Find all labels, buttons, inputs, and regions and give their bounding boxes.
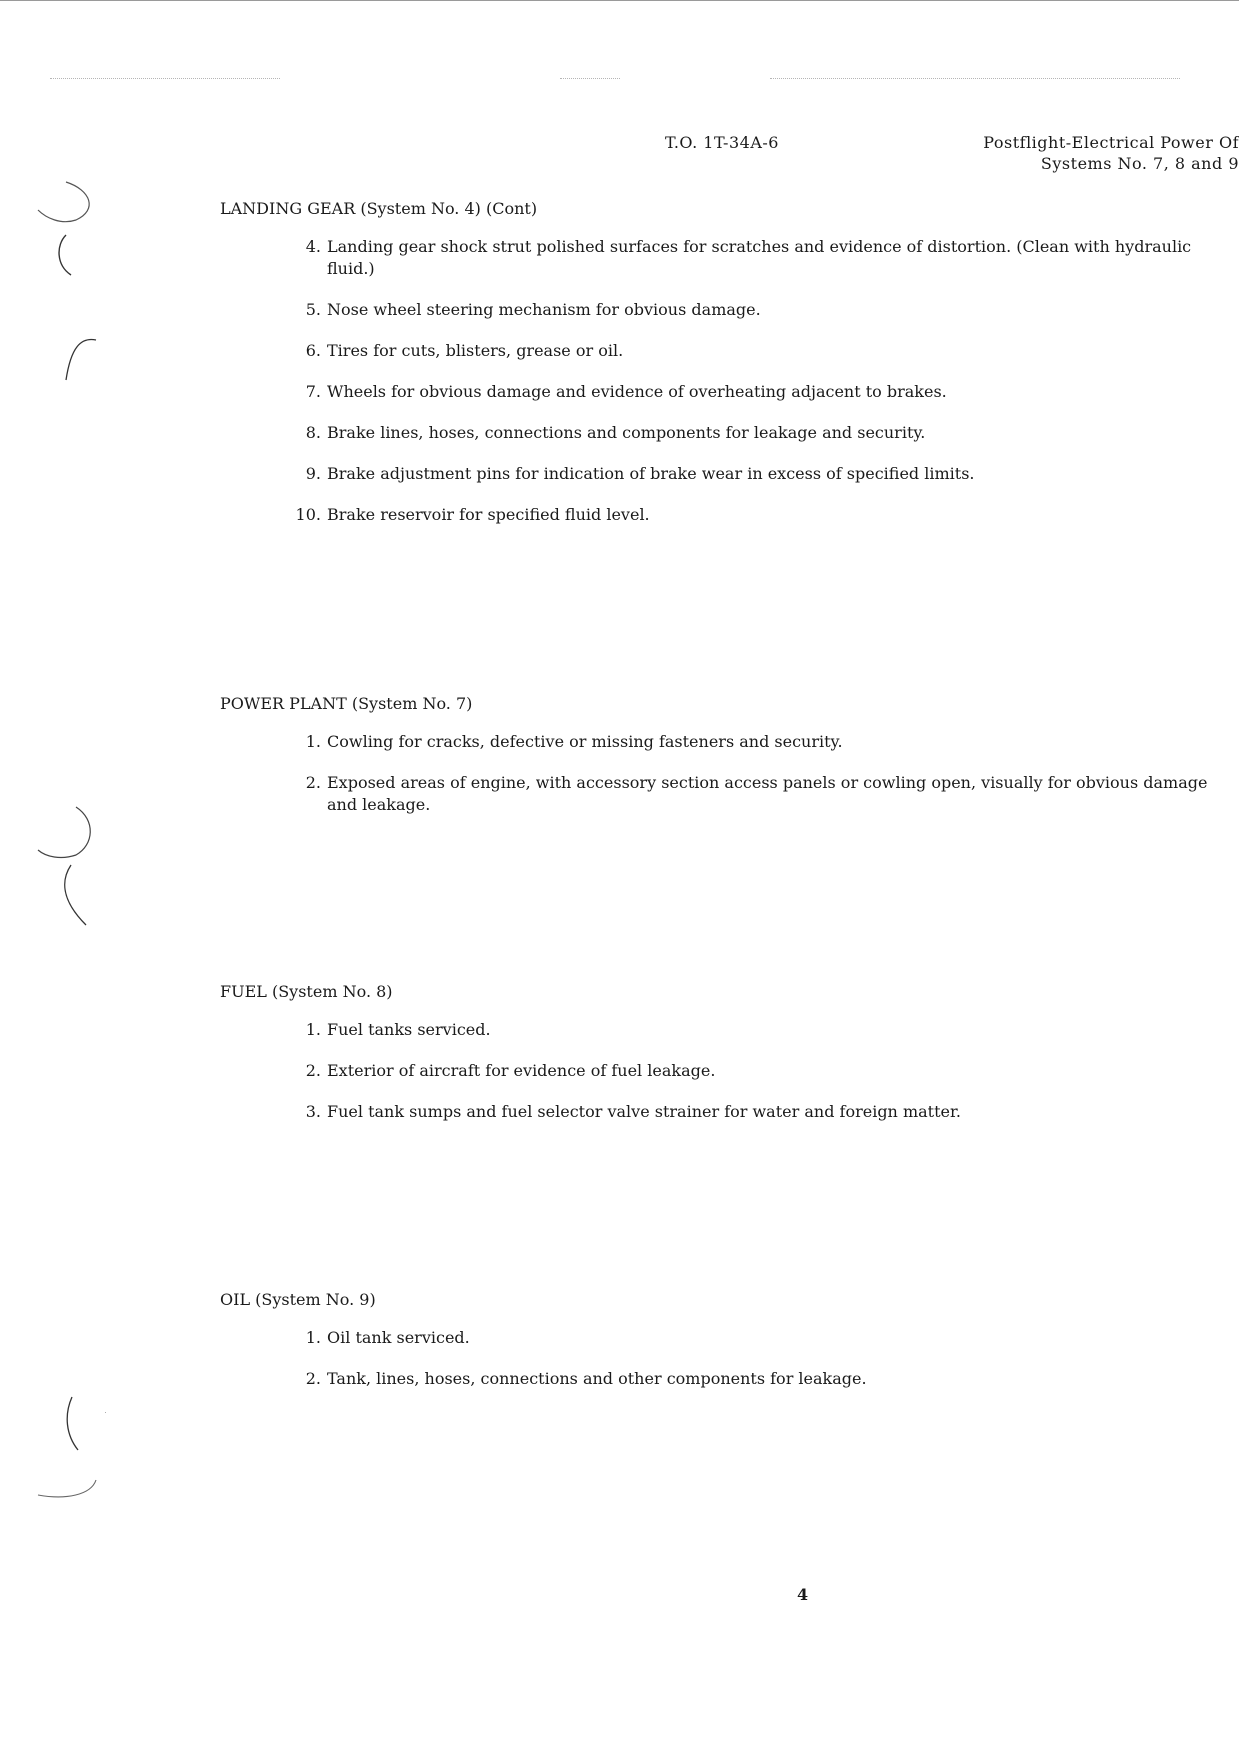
item-text: Nose wheel steering mechanism for obvious damage. [327,300,761,319]
list-item [290,463,1239,485]
item-number: 2. [305,1061,321,1080]
list-item [290,504,1239,526]
list-item [290,381,1239,403]
fuel-checklist [290,1019,1239,1142]
item-text: Brake reservoir for specified fluid level. [327,505,650,524]
item-text: Cowling for cracks, defective or missing fasteners and security. [327,732,843,751]
list-item [290,340,1239,362]
item-number: 2. [305,773,321,792]
binder-hole-mark [36,335,106,395]
item-number: 1. [305,732,321,751]
item-text: Oil tank serviced. [327,1328,470,1347]
item-text: Tank, lines, hoses, connections and other components for leakage. [327,1369,867,1388]
list-item [290,236,1239,280]
item-text: Fuel tank sumps and fuel selector valve strainer for water and foreign matter. [327,1102,961,1121]
list-item [290,1101,1239,1123]
item-text: Exposed areas of engine, with accessory section access panels or cowling open, visually for obvious damage and leakage. [327,773,1208,814]
binder-hole-mark [36,180,106,290]
section-title-landing-gear: LANDING GEAR (System No. 4) (Cont) [220,199,538,218]
scan-artifact [560,78,620,81]
item-text: Exterior of aircraft for evidence of fuel leakage. [327,1061,716,1080]
binder-hole-mark [36,805,106,935]
item-text: Landing gear shock strut polished surfaces for scratches and evidence of distortion. (Clean with hydraulic fluid.) [327,237,1192,278]
technical-order-number: T.O. 1T-34A-6 [665,133,779,152]
header-title-line-2: Systems No. 7, 8 and 9 [1040,154,1239,173]
oil-checklist [290,1327,1239,1409]
list-item [290,1060,1239,1082]
item-text: Brake adjustment pins for indication of brake wear in excess of specified limits. [327,464,975,483]
page-number: 4 [797,1585,809,1604]
item-text: Brake lines, hoses, connections and components for leakage and security. [327,423,926,442]
item-text: Fuel tanks serviced. [327,1020,491,1039]
item-number: 10. [295,505,321,524]
item-text: Wheels for obvious damage and evidence of overheating adjacent to brakes. [327,382,947,401]
landing-gear-checklist [290,236,1239,545]
scan-artifact [770,78,1180,81]
list-item [290,1368,1239,1390]
section-title-fuel: FUEL (System No. 8) [220,982,393,1001]
binder-hole-mark [36,1395,106,1535]
list-item [290,772,1239,816]
section-title-power-plant: POWER PLANT (System No. 7) [220,694,473,713]
scan-artifact [50,78,280,81]
item-number: 4. [305,237,321,256]
list-item [290,731,1239,753]
item-number: 1. [305,1020,321,1039]
list-item [290,299,1239,321]
header-title-line-1: Postflight-Electrical Power Of [983,133,1239,152]
list-item [290,1019,1239,1041]
item-text: Tires for cuts, blisters, grease or oil. [327,341,624,360]
item-number: 2. [305,1369,321,1388]
section-title-oil: OIL (System No. 9) [220,1290,376,1309]
item-number: 3. [305,1102,321,1121]
list-item [290,422,1239,444]
item-number: 9. [305,464,321,483]
item-number: 7. [305,382,321,401]
power-plant-checklist [290,731,1239,835]
item-number: 1. [305,1328,321,1347]
item-number: 5. [305,300,321,319]
item-number: 8. [305,423,321,442]
item-number: 6. [305,341,321,360]
top-rule [0,0,1239,1]
list-item [290,1327,1239,1349]
